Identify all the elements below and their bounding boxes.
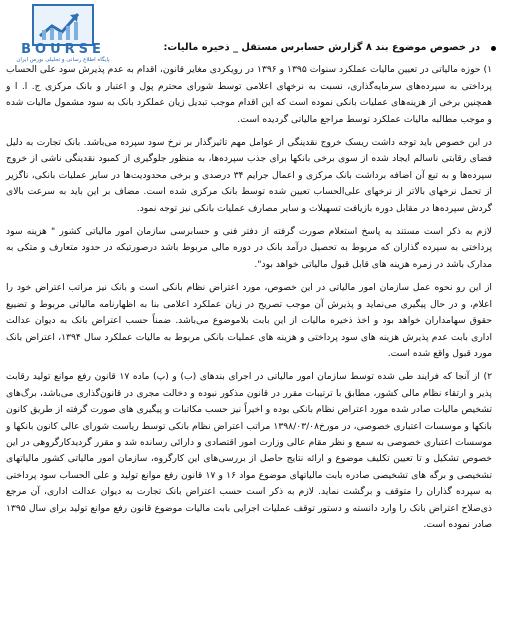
section-heading-text: در خصوص موضوع بند ۸ گزارش حسابرس مستقل _ ذخیره مالیات:	[163, 42, 480, 53]
paragraph: از این رو نحوه عمل سازمان امور مالیاتی در این خصوص، مورد اعتراض نظام بانکی است و بانک نیز مراتب اعتراض خود را اعلام، و در حال پیگیری می‌نماید و پذیرش آن موجب تصریح در زیان عملکرد اعلامی بنا به اظهارنامه مالیاتی مربوط و تضییع حقوق سهامداران خواهد بود و اخذ ذخیره مالیات از این بابت بلاموضوع می‌باشد. ضمناً حسب اعتراض بانک به دیوان عدالت اداری بابت عدم پذیرش هزینه های سود پرداختی و هزینه های عملیات بانکی مربوط به مالیات عملکرد سال ۱۳۹۴، اعتراض بانک مورد قبول واقع شده است.	[6, 282, 492, 359]
document-body	[6, 40, 496, 625]
section-heading	[6, 40, 496, 56]
bullet-icon	[491, 46, 496, 51]
paragraph: ۱) حوزه مالیاتی در تعیین مالیات عملکرد سنوات ۱۳۹۵ و ۱۳۹۶ در رویکردی مغایر قانون، اقدام به عدم پذیرش سود علی الحساب پرداختی به سپرده‌های سرمایه‌گذاری، نسبت به نرخهای اعلامی توسط شورای محترم پول و اعتبار و بانک مرکزی ج. ا. ا و همچنین برخی از هزینه‌های عملیات بانکی نموده است که این اقدام موجب تبدیل زیان عملکرد بانک به سود مشمول مالیات شده و موجب مطالبه مالیات عملکرد توسط مراجع مالیاتی گردیده است.	[6, 64, 492, 125]
logo-wordmark: BOURSE	[21, 42, 105, 57]
paragraph: لازم به ذکر است مستند به پاسخ استعلام صورت گرفته از دفتر فنی و حسابرسی سازمان امور مالیاتی کشور " هزینه سود پرداختی به سپرده گذاران که مربوط به تحصیل درآمد بانک در دوره مالی مربوط باشد درصورتیکه در حدود متعارف و متکی به مدارک باشد در زمره هزینه های قابل قبول مالیاتی خواهد بود".	[6, 226, 492, 270]
logo-tagline: پایگاه اطلاع رسانی و تحلیلی بورس ایران	[16, 57, 110, 63]
paragraph: در این خصوص باید توجه داشت ریسک خروج نقدینگی از عوامل مهم تاثیرگذار بر نرخ سود سپرده می‌باشد. بانک تجارت به دلیل فضای رقابتی ناسالم ایجاد شده از سوی برخی بانکها برای جذب سپرده‌ها، به منظور جلوگیری از کمبود نقدینگی ناشی از خروج سپرده‌ها و به تبع آن اضافه برداشت بانک مرکزی و اعمال جرایم ۳۴ درصدی و برخی محدودیت‌ها در سایر عملیات بانکی، ناگزیر از تحمل نرخهای بالاتر از نرخهای علی‌الحساب تعیین شده توسط بانک مرکزی شده است. مضاف بر این باید به سرعت بالای گردش سپرده‌ها در مقابل دوره بازیافت تسهیلات و سایر مصارف عملیات بانکی نیز توجه نمود.	[6, 137, 493, 214]
paragraph: ۲) از آنجا که فرایند طی شده توسط سازمان امور مالیاتی در اجرای بندهای (ب) و (پ) ماده ۱۷ قانون رفع موانع تولید رقابت پذیر و ارتقاء نظام مالی کشور، مطابق با ترتیبات مقرر در قانون مذکور نبوده و دخالت مجری در قانون‌گذاری می‌باشد، برگ‌های تشخیص مالیات صادر شده مورد اعتراض نظام بانکی بوده و اخیراً نیز حسب مکاتبات و پیگیری های صورت گرفته از طریق کانون بانکها و موسسات اعتباری خصوصی، در مورخ۱۳۹۸/۰۳/۰۸ مراتب اعتراض نظام بانکی توسط ریاست شورای عالی کانون بانکها و موسسات اعتباری خصوصی به سمع و نظر مقام عالی وزارت امور اقتصادی و دارائی رسانده شد و مقرر گردیدکارگروهی در این خصوص تشکیل و تا تعیین تکلیف موضوع و ارائه نتایج حاصل از بررسی‌های این کارگروه، سازمان امور مالیاتی کشور مالیاتهای تشخیصی و برگه های تشخیصی صادره بابت مالیاتهای موضوع مواد ۱۶ و ۱۷ قانون رفع موانع تولید و علی الحساب سود پرداختی به سپرده گذاران را متوقف و برگشت نماید. لازم به ذکر است حسب اعتراض بانک تجارت به دیوان عدالت اداری، آن مرجع ذی‌صلاح اعتراض بانک را وارد دانسته و دستور توقف عملیات اجرایی بابت مالیات موضوع قانون رفع موانع تولید برای سال ۱۳۹۵ صادر نموده است.	[6, 371, 493, 530]
logo-mark-icon	[34, 6, 92, 44]
